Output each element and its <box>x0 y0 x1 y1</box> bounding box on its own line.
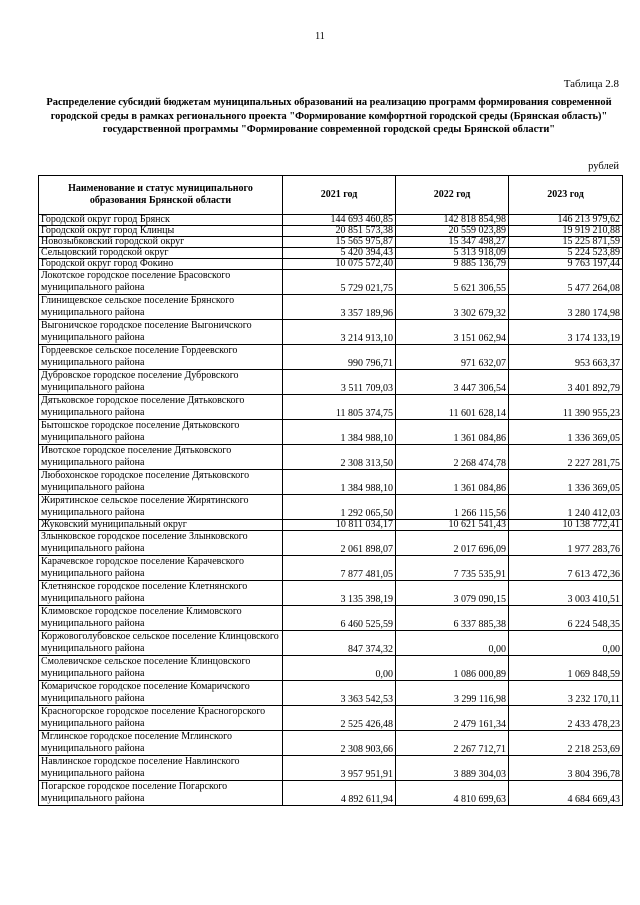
value-2023: 3 401 892,79 <box>509 370 623 395</box>
value-2023: 2 227 281,75 <box>509 445 623 470</box>
value-2021: 5 420 394,43 <box>283 248 396 259</box>
value-2023: 5 477 264,08 <box>509 270 623 295</box>
value-2022: 4 810 699,63 <box>396 781 509 806</box>
value-2021: 2 525 426,48 <box>283 706 396 731</box>
value-2023: 146 213 979,62 <box>509 215 623 226</box>
value-2022: 2 479 161,34 <box>396 706 509 731</box>
value-2022: 3 447 306,54 <box>396 370 509 395</box>
table-row <box>39 320 623 345</box>
table-row <box>39 345 623 370</box>
table-row <box>39 395 623 420</box>
value-2022: 3 302 679,32 <box>396 295 509 320</box>
value-2023: 1 336 369,05 <box>509 420 623 445</box>
value-2023: 3 003 410,51 <box>509 581 623 606</box>
value-2021: 15 565 975,87 <box>283 237 396 248</box>
value-2021: 2 308 313,50 <box>283 445 396 470</box>
table-header-row <box>39 176 623 215</box>
table-row <box>39 520 623 531</box>
value-2021: 10 811 034,17 <box>283 520 396 531</box>
value-2023: 3 174 133,19 <box>509 320 623 345</box>
row-name: Красногорское городское поселение Красногорского муниципального района <box>39 706 283 731</box>
subsidy-table <box>38 175 623 806</box>
value-2021: 5 729 021,75 <box>283 270 396 295</box>
value-2023: 11 390 955,23 <box>509 395 623 420</box>
value-2023: 3 804 396,78 <box>509 756 623 781</box>
value-2021: 11 805 374,75 <box>283 395 396 420</box>
value-2022: 11 601 628,14 <box>396 395 509 420</box>
table-label: Таблица 2.8 <box>563 78 619 90</box>
value-2023: 19 919 210,88 <box>509 226 623 237</box>
row-name: Смолевичское сельское поселение Клинцовского муниципального района <box>39 656 283 681</box>
row-name: Погарское городское поселение Погарского муниципального района <box>39 781 283 806</box>
value-2022: 0,00 <box>396 631 509 656</box>
value-2022: 2 017 696,09 <box>396 531 509 556</box>
table-row <box>39 756 623 781</box>
value-2023: 953 663,37 <box>509 345 623 370</box>
table-row <box>39 656 623 681</box>
value-2023: 7 613 472,36 <box>509 556 623 581</box>
table-row <box>39 237 623 248</box>
value-2021: 3 511 709,03 <box>283 370 396 395</box>
row-name: Климовское городское поселение Климовского муниципального района <box>39 606 283 631</box>
header-name: Наименование и статус муниципального образования Брянской области <box>39 176 283 215</box>
row-name: Дубровское городское поселение Дубровского муниципального района <box>39 370 283 395</box>
value-2021: 3 135 398,19 <box>283 581 396 606</box>
value-2022: 142 818 854,98 <box>396 215 509 226</box>
table-row <box>39 681 623 706</box>
value-2022: 1 361 084,86 <box>396 420 509 445</box>
row-name: Городской округ город Брянск <box>39 215 283 226</box>
row-name: Комаричское городское поселение Комаричского муниципального района <box>39 681 283 706</box>
value-2021: 10 075 572,40 <box>283 259 396 270</box>
table-row <box>39 606 623 631</box>
value-2023: 9 763 197,44 <box>509 259 623 270</box>
table-row <box>39 581 623 606</box>
row-name: Бытошское городское поселение Дятьковского муниципального района <box>39 420 283 445</box>
row-name: Любохонское городское поселение Дятьковского муниципального района <box>39 470 283 495</box>
table-row <box>39 470 623 495</box>
header-2021: 2021 год <box>283 176 396 215</box>
table-row <box>39 420 623 445</box>
value-2021: 847 374,32 <box>283 631 396 656</box>
value-2021: 4 892 611,94 <box>283 781 396 806</box>
table-row <box>39 445 623 470</box>
value-2023: 6 224 548,35 <box>509 606 623 631</box>
value-2023: 2 218 253,69 <box>509 731 623 756</box>
table-row <box>39 226 623 237</box>
row-name: Жуковский муниципальный округ <box>39 520 283 531</box>
value-2022: 10 621 541,43 <box>396 520 509 531</box>
value-2022: 1 266 115,56 <box>396 495 509 520</box>
value-2022: 20 559 023,89 <box>396 226 509 237</box>
row-name: Злынковское городское поселение Злынковского муниципального района <box>39 531 283 556</box>
table-row <box>39 495 623 520</box>
row-name: Локотское городское поселение Брасовского муниципального района <box>39 270 283 295</box>
value-2023: 1 336 369,05 <box>509 470 623 495</box>
value-2021: 2 308 903,66 <box>283 731 396 756</box>
table-row <box>39 370 623 395</box>
units-label: рублей <box>588 161 619 172</box>
value-2022: 3 299 116,98 <box>396 681 509 706</box>
table-row <box>39 295 623 320</box>
value-2023: 3 280 174,98 <box>509 295 623 320</box>
row-name: Городской округ город Фокино <box>39 259 283 270</box>
value-2023: 4 684 669,43 <box>509 781 623 806</box>
value-2022: 2 267 712,71 <box>396 731 509 756</box>
table-row <box>39 631 623 656</box>
value-2023: 15 225 871,59 <box>509 237 623 248</box>
value-2021: 1 384 988,10 <box>283 420 396 445</box>
value-2023: 3 232 170,11 <box>509 681 623 706</box>
row-name: Выгоничское городское поселение Выгоничского муниципального района <box>39 320 283 345</box>
value-2022: 7 735 535,91 <box>396 556 509 581</box>
value-2022: 15 347 498,27 <box>396 237 509 248</box>
value-2021: 0,00 <box>283 656 396 681</box>
page-number: 11 <box>315 31 325 42</box>
value-2023: 1 977 283,76 <box>509 531 623 556</box>
value-2022: 5 621 306,55 <box>396 270 509 295</box>
value-2021: 6 460 525,59 <box>283 606 396 631</box>
table-row <box>39 731 623 756</box>
row-name: Жирятинское сельское поселение Жирятинского муниципального района <box>39 495 283 520</box>
value-2021: 1 292 065,50 <box>283 495 396 520</box>
row-name: Навлинское городское поселение Навлинского муниципального района <box>39 756 283 781</box>
table-row <box>39 706 623 731</box>
table-row <box>39 531 623 556</box>
value-2021: 1 384 988,10 <box>283 470 396 495</box>
value-2022: 9 885 136,79 <box>396 259 509 270</box>
value-2023: 5 224 523,89 <box>509 248 623 259</box>
row-name: Городской округ город Клинцы <box>39 226 283 237</box>
table-row <box>39 248 623 259</box>
row-name: Клетнянское городское поселение Клетнянского муниципального района <box>39 581 283 606</box>
table-row <box>39 781 623 806</box>
value-2023: 0,00 <box>509 631 623 656</box>
value-2022: 3 889 304,03 <box>396 756 509 781</box>
value-2022: 1 361 084,86 <box>396 470 509 495</box>
value-2021: 2 061 898,07 <box>283 531 396 556</box>
value-2022: 3 151 062,94 <box>396 320 509 345</box>
value-2023: 1 069 848,59 <box>509 656 623 681</box>
value-2021: 7 877 481,05 <box>283 556 396 581</box>
document-title: Распределение субсидий бюджетам муниципальных образований на реализацию программ формирования современной городской среды в рамках регионального проекта "Формирование комфортной городской среды (Брянская область)" государственной программы "Формирование современной городской среды Брянской области" <box>46 97 612 135</box>
value-2021: 3 214 913,10 <box>283 320 396 345</box>
value-2023: 10 138 772,41 <box>509 520 623 531</box>
header-2022: 2022 год <box>396 176 509 215</box>
table-row <box>39 215 623 226</box>
value-2021: 3 957 951,91 <box>283 756 396 781</box>
row-name: Коржовоголубовское сельское поселение Клинцовского муниципального района <box>39 631 283 656</box>
value-2021: 990 796,71 <box>283 345 396 370</box>
value-2022: 6 337 885,38 <box>396 606 509 631</box>
row-name: Глинищевское сельское поселение Брянского муниципального района <box>39 295 283 320</box>
header-2023: 2023 год <box>509 176 623 215</box>
value-2022: 1 086 000,89 <box>396 656 509 681</box>
value-2021: 144 693 460,85 <box>283 215 396 226</box>
row-name: Карачевское городское поселение Карачевского муниципального района <box>39 556 283 581</box>
value-2021: 3 363 542,53 <box>283 681 396 706</box>
table-row <box>39 270 623 295</box>
table-row <box>39 259 623 270</box>
row-name: Дятьковское городское поселение Дятьковского муниципального района <box>39 395 283 420</box>
value-2022: 3 079 090,15 <box>396 581 509 606</box>
row-name: Гордеевское сельское поселение Гордеевского муниципального района <box>39 345 283 370</box>
value-2021: 3 357 189,96 <box>283 295 396 320</box>
value-2022: 2 268 474,78 <box>396 445 509 470</box>
value-2021: 20 851 573,38 <box>283 226 396 237</box>
row-name: Ивотское городское поселение Дятьковского муниципального района <box>39 445 283 470</box>
value-2023: 1 240 412,03 <box>509 495 623 520</box>
row-name: Новозыбковский городской округ <box>39 237 283 248</box>
value-2023: 2 433 478,23 <box>509 706 623 731</box>
row-name: Сельцовский городской округ <box>39 248 283 259</box>
value-2022: 5 313 918,09 <box>396 248 509 259</box>
row-name: Мглинское городское поселение Мглинского муниципального района <box>39 731 283 756</box>
value-2022: 971 632,07 <box>396 345 509 370</box>
table-row <box>39 556 623 581</box>
